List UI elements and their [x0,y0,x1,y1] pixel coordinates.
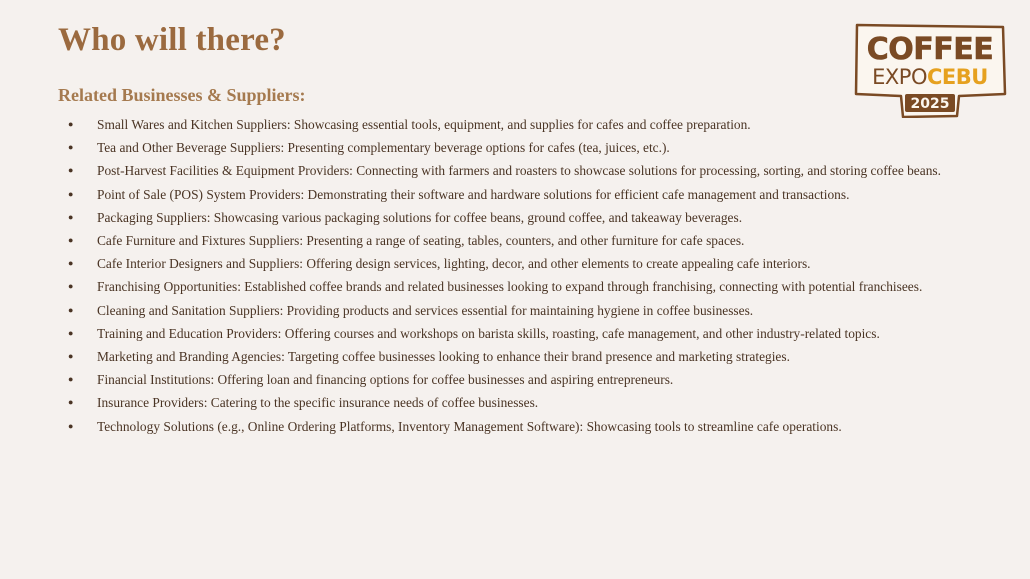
list-item: ● Training and Education Providers: Offering courses and workshops on barista skills, roasting, cafe management, and other industry-related topics. [58,322,988,345]
list-item: ● Cafe Furniture and Fixtures Suppliers: Presenting a range of seating, tables, counters, and other furniture for cafe spaces. [58,229,988,252]
svg-text:EXPOCEBU [872,65,988,89]
coffee-expo-cebu-logo [853,22,1007,118]
list-item: ● Packaging Suppliers: Showcasing various packaging solutions for coffee beans, ground coffee, and takeaway beverages. [58,206,988,229]
logo-year: 2025 [910,96,950,112]
list-item: ● Cleaning and Sanitation Suppliers: Providing products and services essential for maintaining hygiene in coffee businesses. [58,299,988,322]
logo-line2-cebu: CEBU [927,65,988,89]
suppliers-list [58,113,988,438]
list-item: ● Financial Institutions: Offering loan and financing options for coffee businesses and aspiring entrepreneurs. [58,368,988,391]
section-subtitle: Related Businesses & Suppliers: [58,85,306,105]
logo-line1: COFFEE [866,32,994,67]
list-item: ● Tea and Other Beverage Suppliers: Presenting complementary beverage options for cafes (tea, juices, etc.). [58,136,988,159]
list-item: ● Marketing and Branding Agencies: Targeting coffee businesses looking to enhance their brand presence and marketing strategies. [58,345,988,368]
list-item: ● Post-Harvest Facilities & Equipment Providers: Connecting with farmers and roasters to showcase solutions for processing, sorting, and storing coffee beans. [58,159,988,182]
logo-line2-expo: EXPO [872,65,928,89]
page-title: Who will there? [58,22,286,58]
list-item: ● Point of Sale (POS) System Providers: Demonstrating their software and hardware solutions for efficient cafe management and transactions. [58,183,988,206]
list-item: ● Small Wares and Kitchen Suppliers: Showcasing essential tools, equipment, and supplies for cafes and coffee preparation. [58,113,988,136]
list-item: ● Technology Solutions (e.g., Online Ordering Platforms, Inventory Management Software): Showcasing tools to streamline cafe operations. [58,415,988,438]
list-item: ● Cafe Interior Designers and Suppliers: Offering design services, lighting, decor, and other elements to create appealing cafe interiors. [58,252,988,275]
list-item: ● Franchising Opportunities: Established coffee brands and related businesses looking to expand through franchising, connecting with potential franchisees. [58,275,988,298]
list-item: ● Insurance Providers: Catering to the specific insurance needs of coffee businesses. [58,391,988,414]
